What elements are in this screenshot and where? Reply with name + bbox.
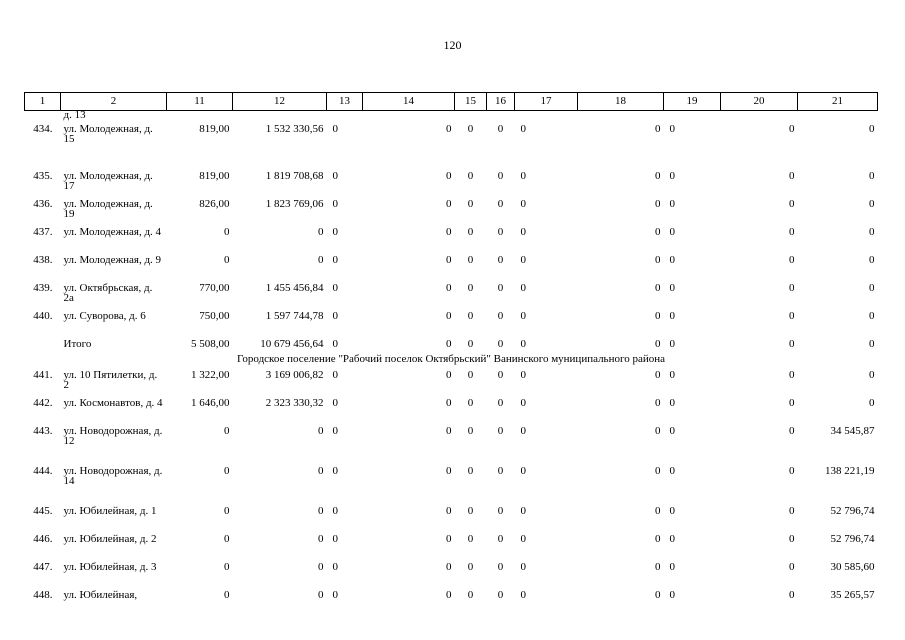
col-15-value: 0 xyxy=(467,505,474,517)
col-13-value: 0 xyxy=(332,533,338,545)
col-17-value: 0 xyxy=(520,170,526,182)
col-21-value: 0 xyxy=(869,369,875,381)
col-16-value: 0 xyxy=(497,123,504,135)
table-row xyxy=(25,462,878,502)
col-17-value: 0 xyxy=(520,123,526,135)
col-21-value: 0 xyxy=(869,397,875,409)
col-12-value: 0 xyxy=(318,226,324,238)
col-13-value: 0 xyxy=(332,397,338,409)
col-18-value: 0 xyxy=(655,198,661,210)
col-18-value: 0 xyxy=(655,561,661,573)
continuation-row xyxy=(25,111,878,121)
col-19-value: 0 xyxy=(669,310,675,322)
col-18-value: 0 xyxy=(655,170,661,182)
col-20-value: 0 xyxy=(789,505,795,517)
col-13-value: 0 xyxy=(332,170,338,182)
col-15-value: 0 xyxy=(467,425,474,437)
col-17-value: 0 xyxy=(520,198,526,210)
col-20-value: 0 xyxy=(789,338,795,350)
col-16-value: 0 xyxy=(497,338,504,350)
col-16-value: 0 xyxy=(497,397,504,409)
col-17-value: 0 xyxy=(520,425,526,437)
col-21-value: 0 xyxy=(869,254,875,266)
col-11-value: 826,00 xyxy=(199,198,230,210)
col-20-value: 0 xyxy=(789,369,795,381)
col-15-value: 0 xyxy=(467,369,474,381)
col-18-value: 0 xyxy=(655,282,661,294)
address: Итого xyxy=(63,338,92,350)
col-12-value: 1 455 456,84 xyxy=(265,282,324,294)
row-number: 445. xyxy=(33,505,53,517)
table-row xyxy=(25,167,878,195)
col-19-value: 0 xyxy=(669,589,675,601)
col-12-value: 0 xyxy=(318,589,324,601)
col-21-value: 30 585,60 xyxy=(830,561,875,573)
col-11-value: 0 xyxy=(224,589,230,601)
col-15-value: 0 xyxy=(467,170,474,182)
table-body xyxy=(25,111,878,605)
address: ул. Молодежная, д. 4 xyxy=(63,226,162,238)
col-11-value: 0 xyxy=(224,226,230,238)
col-11-value: 0 xyxy=(224,254,230,266)
col-12-value: 0 xyxy=(318,561,324,573)
col-18-value: 0 xyxy=(655,465,661,477)
col-20-value: 0 xyxy=(789,170,795,182)
col-15-value: 0 xyxy=(467,310,474,322)
col-16-value: 0 xyxy=(497,369,504,381)
address: ул. Октябрьская, д. 2а xyxy=(63,282,153,304)
table-row xyxy=(25,279,878,307)
col-15-value: 0 xyxy=(467,123,474,135)
table-row xyxy=(25,120,878,167)
col-14-value: 0 xyxy=(446,198,452,210)
header-col-19: 19 xyxy=(664,93,721,111)
col-15-value: 0 xyxy=(467,397,474,409)
col-21-value: 34 545,87 xyxy=(830,425,875,437)
col-17-value: 0 xyxy=(520,397,526,409)
col-11-value: 0 xyxy=(224,533,230,545)
address: ул. Молодежная, д. 15 xyxy=(63,123,153,145)
col-17-value: 0 xyxy=(520,369,526,381)
col-12-value: 0 xyxy=(318,533,324,545)
col-18-value: 0 xyxy=(655,226,661,238)
row-number: 443. xyxy=(33,425,53,437)
col-19-value: 0 xyxy=(669,369,675,381)
col-21-value: 0 xyxy=(869,226,875,238)
col-19-value: 0 xyxy=(669,282,675,294)
col-16-value: 0 xyxy=(497,310,504,322)
col-17-value: 0 xyxy=(520,310,526,322)
row-number xyxy=(25,335,61,352)
col-12-value: 1 532 330,56 xyxy=(265,123,324,135)
col-14-value: 0 xyxy=(446,226,452,238)
col-17-value: 0 xyxy=(520,505,526,517)
col-21-value: 0 xyxy=(869,123,875,135)
col-20-value: 0 xyxy=(789,198,795,210)
col-20-value: 0 xyxy=(789,310,795,322)
col-13-value: 0 xyxy=(332,369,338,381)
col-19-value: 0 xyxy=(669,198,675,210)
header-col-13: 13 xyxy=(327,93,363,111)
col-12-value: 0 xyxy=(318,465,324,477)
col-14-value: 0 xyxy=(446,425,452,437)
header-col-2: 2 xyxy=(61,93,167,111)
address: ул. Молодежная, д. 9 xyxy=(63,254,162,266)
header-col-1: 1 xyxy=(25,93,61,111)
row-number: 435. xyxy=(33,170,53,182)
table-row xyxy=(25,335,878,352)
col-15-value: 0 xyxy=(467,198,474,210)
section-title: Городское поселение "Рабочий поселок Октябрьский" Ванинского муниципального района xyxy=(237,353,665,365)
col-11-value: 0 xyxy=(224,561,230,573)
col-12-value: 3 169 006,82 xyxy=(265,369,324,381)
col-18-value: 0 xyxy=(655,338,661,350)
col-21-value: 52 796,74 xyxy=(830,533,875,545)
header-col-17: 17 xyxy=(515,93,578,111)
table-row xyxy=(25,251,878,279)
col-13-value: 0 xyxy=(332,465,338,477)
table-row xyxy=(25,195,878,223)
col-17-value: 0 xyxy=(520,254,526,266)
col-17-value: 0 xyxy=(520,338,526,350)
header-col-15: 15 xyxy=(455,93,487,111)
row-number: 448. xyxy=(33,589,53,601)
row-number: 437. xyxy=(33,226,53,238)
col-11-value: 0 xyxy=(224,505,230,517)
col-13-value: 0 xyxy=(332,198,338,210)
address: ул. 10 Пятилетки, д. 2 xyxy=(63,369,158,391)
col-11-value: 770,00 xyxy=(199,282,230,294)
col-19-value: 0 xyxy=(669,123,675,135)
col-12-value: 1 819 708,68 xyxy=(265,170,324,182)
col-18-value: 0 xyxy=(655,505,661,517)
col-15-value: 0 xyxy=(467,338,474,350)
col-14-value: 0 xyxy=(446,533,452,545)
col-18-value: 0 xyxy=(655,310,661,322)
header-row xyxy=(25,93,878,111)
col-19-value: 0 xyxy=(669,226,675,238)
col-16-value: 0 xyxy=(497,561,504,573)
col-14-value: 0 xyxy=(446,123,452,135)
table-cell xyxy=(167,111,878,121)
col-11-value: 819,00 xyxy=(199,170,230,182)
address: ул. Новодорожная, д. 14 xyxy=(63,465,163,487)
address: ул. Юбилейная, д. 1 xyxy=(63,505,157,517)
row-number: 441. xyxy=(33,369,53,381)
row-number: 440. xyxy=(33,310,53,322)
col-17-value: 0 xyxy=(520,226,526,238)
col-20-value: 0 xyxy=(789,533,795,545)
table-row xyxy=(25,502,878,530)
col-21-value: 0 xyxy=(869,170,875,182)
col-20-value: 0 xyxy=(789,465,795,477)
col-19-value: 0 xyxy=(669,170,675,182)
col-21-value: 0 xyxy=(869,198,875,210)
col-14-value: 0 xyxy=(446,254,452,266)
row-number: 444. xyxy=(33,465,53,477)
col-18-value: 0 xyxy=(655,254,661,266)
col-15-value: 0 xyxy=(467,254,474,266)
col-20-value: 0 xyxy=(789,589,795,601)
col-12-value: 10 679 456,64 xyxy=(260,338,324,350)
row-number: 436. xyxy=(33,198,53,210)
continuation-text: д. 13 xyxy=(63,109,86,121)
col-15-value: 0 xyxy=(467,226,474,238)
row-number: 447. xyxy=(33,561,53,573)
col-21-value: 138 221,19 xyxy=(825,465,875,477)
col-15-value: 0 xyxy=(467,533,474,545)
col-11-value: 0 xyxy=(224,425,230,437)
col-12-value: 0 xyxy=(318,254,324,266)
col-17-value: 0 xyxy=(520,282,526,294)
col-16-value: 0 xyxy=(497,425,504,437)
col-12-value: 1 823 769,06 xyxy=(265,198,324,210)
address: ул. Юбилейная, xyxy=(63,589,138,601)
col-13-value: 0 xyxy=(332,505,338,517)
table-row xyxy=(25,366,878,394)
data-table-wrapper xyxy=(24,92,877,604)
col-20-value: 0 xyxy=(789,254,795,266)
header-col-14: 14 xyxy=(363,93,455,111)
col-14-value: 0 xyxy=(446,561,452,573)
table-row xyxy=(25,530,878,558)
col-20-value: 0 xyxy=(789,123,795,135)
table-row xyxy=(25,307,878,335)
table-row xyxy=(25,422,878,462)
col-13-value: 0 xyxy=(332,226,338,238)
col-17-value: 0 xyxy=(520,533,526,545)
table-cell xyxy=(25,111,61,121)
section-row xyxy=(25,352,878,366)
page-number: 120 xyxy=(443,38,462,52)
header-col-12: 12 xyxy=(233,93,327,111)
table-row xyxy=(25,558,878,586)
address: ул. Молодежная, д. 17 xyxy=(63,170,153,192)
col-18-value: 0 xyxy=(655,397,661,409)
col-17-value: 0 xyxy=(520,561,526,573)
col-12-value: 0 xyxy=(318,505,324,517)
row-number: 439. xyxy=(33,282,53,294)
col-21-value: 0 xyxy=(869,338,875,350)
col-14-value: 0 xyxy=(446,589,452,601)
col-13-value: 0 xyxy=(332,310,338,322)
col-14-value: 0 xyxy=(446,505,452,517)
col-11-value: 750,00 xyxy=(199,310,230,322)
col-11-value: 1 322,00 xyxy=(191,369,230,381)
header-col-16: 16 xyxy=(487,93,515,111)
col-14-value: 0 xyxy=(446,310,452,322)
col-18-value: 0 xyxy=(655,425,661,437)
row-number: 446. xyxy=(33,533,53,545)
col-18-value: 0 xyxy=(655,369,661,381)
data-table xyxy=(24,92,878,604)
col-13-value: 0 xyxy=(332,589,338,601)
col-18-value: 0 xyxy=(655,123,661,135)
address: ул. Новодорожная, д. 12 xyxy=(63,425,163,447)
header-col-21: 21 xyxy=(798,93,878,111)
col-11-value: 819,00 xyxy=(199,123,230,135)
col-21-value: 0 xyxy=(869,282,875,294)
col-11-value: 1 646,00 xyxy=(191,397,230,409)
col-15-value: 0 xyxy=(467,282,474,294)
col-15-value: 0 xyxy=(467,561,474,573)
col-16-value: 0 xyxy=(497,505,504,517)
table-row xyxy=(25,586,878,604)
address: ул. Юбилейная, д. 2 xyxy=(63,533,157,545)
table-header xyxy=(25,93,878,111)
row-number: 442. xyxy=(33,397,53,409)
col-20-value: 0 xyxy=(789,425,795,437)
col-12-value: 2 323 330,32 xyxy=(265,397,324,409)
col-18-value: 0 xyxy=(655,533,661,545)
col-13-value: 0 xyxy=(332,425,338,437)
table-row xyxy=(25,394,878,422)
col-21-value: 52 796,74 xyxy=(830,505,875,517)
col-17-value: 0 xyxy=(520,589,526,601)
col-14-value: 0 xyxy=(446,397,452,409)
col-14-value: 0 xyxy=(446,170,452,182)
col-15-value: 0 xyxy=(467,589,474,601)
col-20-value: 0 xyxy=(789,561,795,573)
row-number: 438. xyxy=(33,254,53,266)
address: ул. Юбилейная, д. 3 xyxy=(63,561,157,573)
header-col-20: 20 xyxy=(721,93,798,111)
col-19-value: 0 xyxy=(669,533,675,545)
col-16-value: 0 xyxy=(497,198,504,210)
col-19-value: 0 xyxy=(669,425,675,437)
col-16-value: 0 xyxy=(497,533,504,545)
col-19-value: 0 xyxy=(669,561,675,573)
col-20-value: 0 xyxy=(789,282,795,294)
col-16-value: 0 xyxy=(497,170,504,182)
col-16-value: 0 xyxy=(497,589,504,601)
col-19-value: 0 xyxy=(669,338,675,350)
col-14-value: 0 xyxy=(446,338,452,350)
address: ул. Космонавтов, д. 4 xyxy=(63,397,163,409)
col-11-value: 5 508,00 xyxy=(191,338,230,350)
col-11-value: 0 xyxy=(224,465,230,477)
col-13-value: 0 xyxy=(332,254,338,266)
table-row xyxy=(25,223,878,251)
col-18-value: 0 xyxy=(655,589,661,601)
col-13-value: 0 xyxy=(332,338,338,350)
col-13-value: 0 xyxy=(332,282,338,294)
header-col-18: 18 xyxy=(578,93,664,111)
col-21-value: 0 xyxy=(869,310,875,322)
col-20-value: 0 xyxy=(789,397,795,409)
col-19-value: 0 xyxy=(669,465,675,477)
col-16-value: 0 xyxy=(497,254,504,266)
col-16-value: 0 xyxy=(497,226,504,238)
col-15-value: 0 xyxy=(467,465,474,477)
col-12-value: 0 xyxy=(318,425,324,437)
col-13-value: 0 xyxy=(332,561,338,573)
col-19-value: 0 xyxy=(669,254,675,266)
col-17-value: 0 xyxy=(520,465,526,477)
col-19-value: 0 xyxy=(669,505,675,517)
col-16-value: 0 xyxy=(497,465,504,477)
address: ул. Молодежная, д. 19 xyxy=(63,198,153,220)
col-14-value: 0 xyxy=(446,465,452,477)
col-16-value: 0 xyxy=(497,282,504,294)
col-20-value: 0 xyxy=(789,226,795,238)
col-13-value: 0 xyxy=(332,123,338,135)
col-21-value: 35 265,57 xyxy=(830,589,875,601)
address: ул. Суворова, д. 6 xyxy=(63,310,146,322)
col-19-value: 0 xyxy=(669,397,675,409)
col-12-value: 1 597 744,78 xyxy=(265,310,324,322)
col-14-value: 0 xyxy=(446,369,452,381)
header-col-11: 11 xyxy=(167,93,233,111)
col-14-value: 0 xyxy=(446,282,452,294)
row-number: 434. xyxy=(33,123,53,135)
